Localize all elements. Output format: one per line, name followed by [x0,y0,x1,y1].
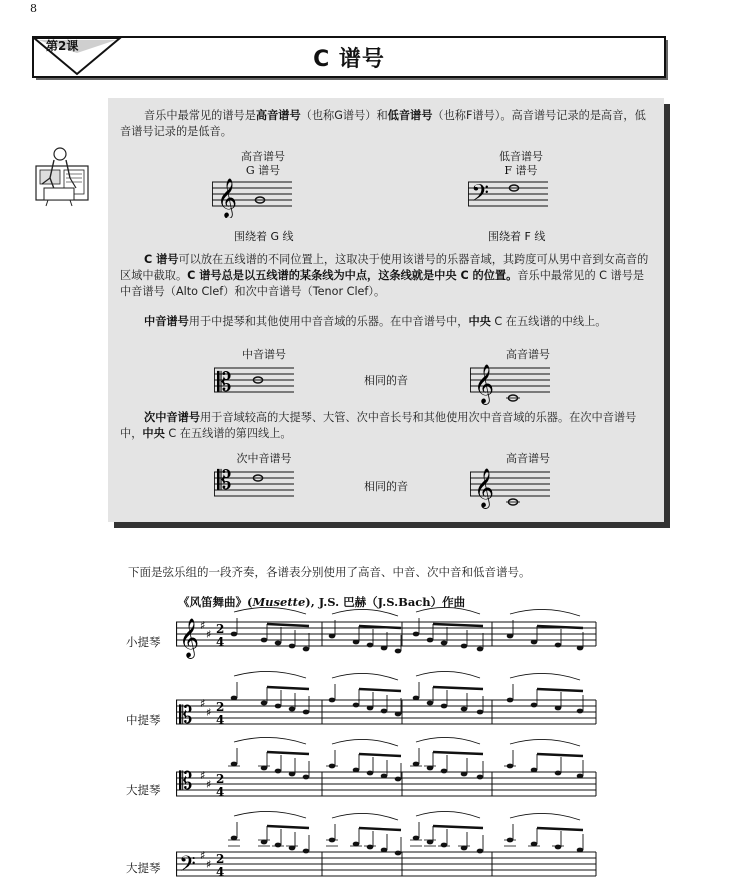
note-head [353,768,360,773]
alto-clef-icon: 𝄡 [217,368,232,398]
note-head [395,777,402,782]
clef-icon: 𝄡 [179,767,193,795]
note-head [367,845,374,850]
bass-clef-icon: 𝄢 [471,179,490,212]
note-head [531,640,538,645]
time-sig-top: 2 [216,772,225,786]
slur [332,673,398,680]
note-head [427,701,434,706]
treble-clef-icon: 𝄞 [474,468,495,508]
note-head [329,634,336,639]
note-head [395,851,402,856]
note-head [555,706,562,711]
beam [359,828,401,830]
note-head [441,641,448,646]
time-sig-bottom: 4 [216,635,225,649]
note-head [275,769,282,774]
treble-clef-label: 高音谱号 [241,150,285,163]
slur [234,737,306,744]
note-head [461,644,468,649]
same-note-text-2: 相同的音 [364,480,408,493]
note-head [395,649,402,654]
note-head [427,638,434,643]
time-sig-top: 2 [216,700,225,714]
note-head [461,772,468,777]
sharp-icon: ♯ [200,769,206,782]
note-head [507,634,514,639]
note-head [231,632,238,637]
instrument-label-cello-2: 大提琴 [126,861,161,875]
slur [332,609,398,616]
note-head [461,707,468,712]
slur [234,607,306,614]
g-clef-label: G 谱号 [245,164,281,177]
sharp-icon: ♯ [206,778,212,791]
instrument-label-violin: 小提琴 [126,635,161,649]
sharp-icon: ♯ [200,697,206,710]
f-line-caption: 围绕着 F 线 [488,230,546,243]
note-head [381,848,388,853]
time-sig-bottom: 4 [216,865,225,879]
beam [267,826,309,828]
time-sig-top: 2 [216,852,225,866]
note-head [507,698,514,703]
note-head [577,848,584,853]
sharp-icon: ♯ [200,619,206,632]
time-sig-bottom: 4 [216,785,225,799]
beam [359,689,401,691]
treble-staff-3 [470,466,554,514]
slur [234,671,306,678]
note-head [477,775,484,780]
slur [510,813,580,820]
treble-clef-icon: 𝄞 [474,364,495,404]
c-clef-paragraph: C 谱号可以放在五线谱的不同位置上，这取决于使用该谱号的乐器音域，其跨度可从男中音到女高音的区域中截取。C 谱号总是以五线谱的某条线为中点，这条线就是中央 C 的位置。音乐中最常见的 C 谱号是中音谱号（Alto Clef）和次中音谱号（Tenor Clef）。 [120,253,649,298]
note-head [303,647,310,652]
sharp-icon: ♯ [200,849,206,862]
g-line-caption: 围绕着 G 线 [234,230,294,243]
tenor-clef-label: 次中音谱号 [236,452,292,465]
note-head [275,641,282,646]
note-head [381,709,388,714]
note-head [555,771,562,776]
info-box [108,98,664,522]
beam [537,754,583,756]
slur [332,813,398,820]
treble-clef-staff [212,176,296,218]
beam [537,828,583,830]
bass-clef-staff [468,176,552,218]
note-head [441,704,448,709]
slur [416,737,480,744]
slur [332,739,398,746]
note-head [477,647,484,652]
note-head [555,643,562,648]
note-head [413,632,420,637]
time-sig-top: 2 [216,622,225,636]
clef-icon: 𝄡 [179,701,193,729]
sharp-icon: ♯ [206,858,212,871]
treble-staff-2 [470,362,554,410]
note-head [289,707,296,712]
note-head [367,771,374,776]
tenor-clef-icon: 𝄡 [217,466,232,496]
lesson-label: 第2课 [46,39,79,53]
note-head [381,646,388,651]
slur [510,739,580,746]
bass-clef-label: 低音谱号 [499,150,543,163]
note-head [577,709,584,714]
note-head [231,696,238,701]
note-head [381,774,388,779]
slur [416,607,480,614]
note-head [477,849,484,854]
note-head [531,768,538,773]
time-sig-bottom: 4 [216,713,225,727]
note-head [289,644,296,649]
note-head [289,772,296,777]
slur [416,671,480,678]
note-head [303,710,310,715]
note-head [275,843,282,848]
alto-clef-staff [214,362,298,402]
note-head [329,698,336,703]
clef-icon: 𝄢 [179,852,196,882]
same-note-text: 相同的音 [364,374,408,387]
note-head [261,638,268,643]
score-excerpt [176,604,606,890]
beam [267,752,309,754]
note-head [367,706,374,711]
alto-paragraph: 中音谱号用于中提琴和其他使用中音音域的乐器。在中音谱号中，中央 C 在五线谱的中线上。 [144,315,607,328]
ensemble-intro: 下面是弦乐组的一段齐奏，各谱表分别使用了高音、中音、次中音和低音谱号。 [128,565,531,579]
note-head [441,843,448,848]
note-head [477,710,484,715]
tenor-paragraph: 次中音谱号用于音域较高的大提琴、大管、次中音长号和其他使用次中音音域的乐器。在次中音谱号中，中央 C 在五线谱的第四线上。 [120,411,637,440]
instrument-label-viola: 中提琴 [126,713,161,727]
slur [510,609,580,616]
note-head [531,703,538,708]
beam [359,754,401,756]
note-head [261,701,268,706]
note-head [441,769,448,774]
practice-figure-icon [30,144,94,208]
instrument-label-cello: 大提琴 [126,783,161,797]
clef-icon: 𝄞 [179,618,200,658]
note-head [577,646,584,651]
note-head [555,845,562,850]
treble-clef-icon: 𝄞 [217,178,238,218]
beam [433,624,483,626]
work-title: 《风笛舞曲》(Musette), J.S. 巴赫（J.S.Bach）作曲 [178,595,466,609]
slur [234,811,306,818]
note-head [367,643,374,648]
beam [537,689,583,691]
note-head [353,640,360,645]
alto-clef-label: 中音谱号 [242,348,286,361]
tenor-clef-staff [214,466,298,506]
intro-paragraph: 音乐中最常见的谱号是高音谱号（也称G谱号）和低音谱号（也称F谱号）。高音谱号记录的是高音，低音谱号记录的是低音。 [120,109,646,138]
title-banner [32,36,666,78]
treble-clef-label-2: 高音谱号 [506,348,550,361]
note-head [275,704,282,709]
beam [267,687,309,689]
note-head [413,696,420,701]
page-number: 8 [30,2,37,15]
sharp-icon: ♯ [206,628,212,641]
treble-clef-label-3: 高音谱号 [506,452,550,465]
slur [510,673,580,680]
note-head [395,712,402,717]
slur [416,811,480,818]
note-head [353,703,360,708]
sharp-icon: ♯ [206,706,212,719]
note-head [577,774,584,779]
f-clef-label: F 谱号 [504,164,538,177]
page-title: C 谱号 [313,47,385,72]
beam [433,826,483,828]
beam [267,624,309,626]
note-head [303,775,310,780]
beam [433,752,483,754]
note-head [303,849,310,854]
beam [433,687,483,689]
